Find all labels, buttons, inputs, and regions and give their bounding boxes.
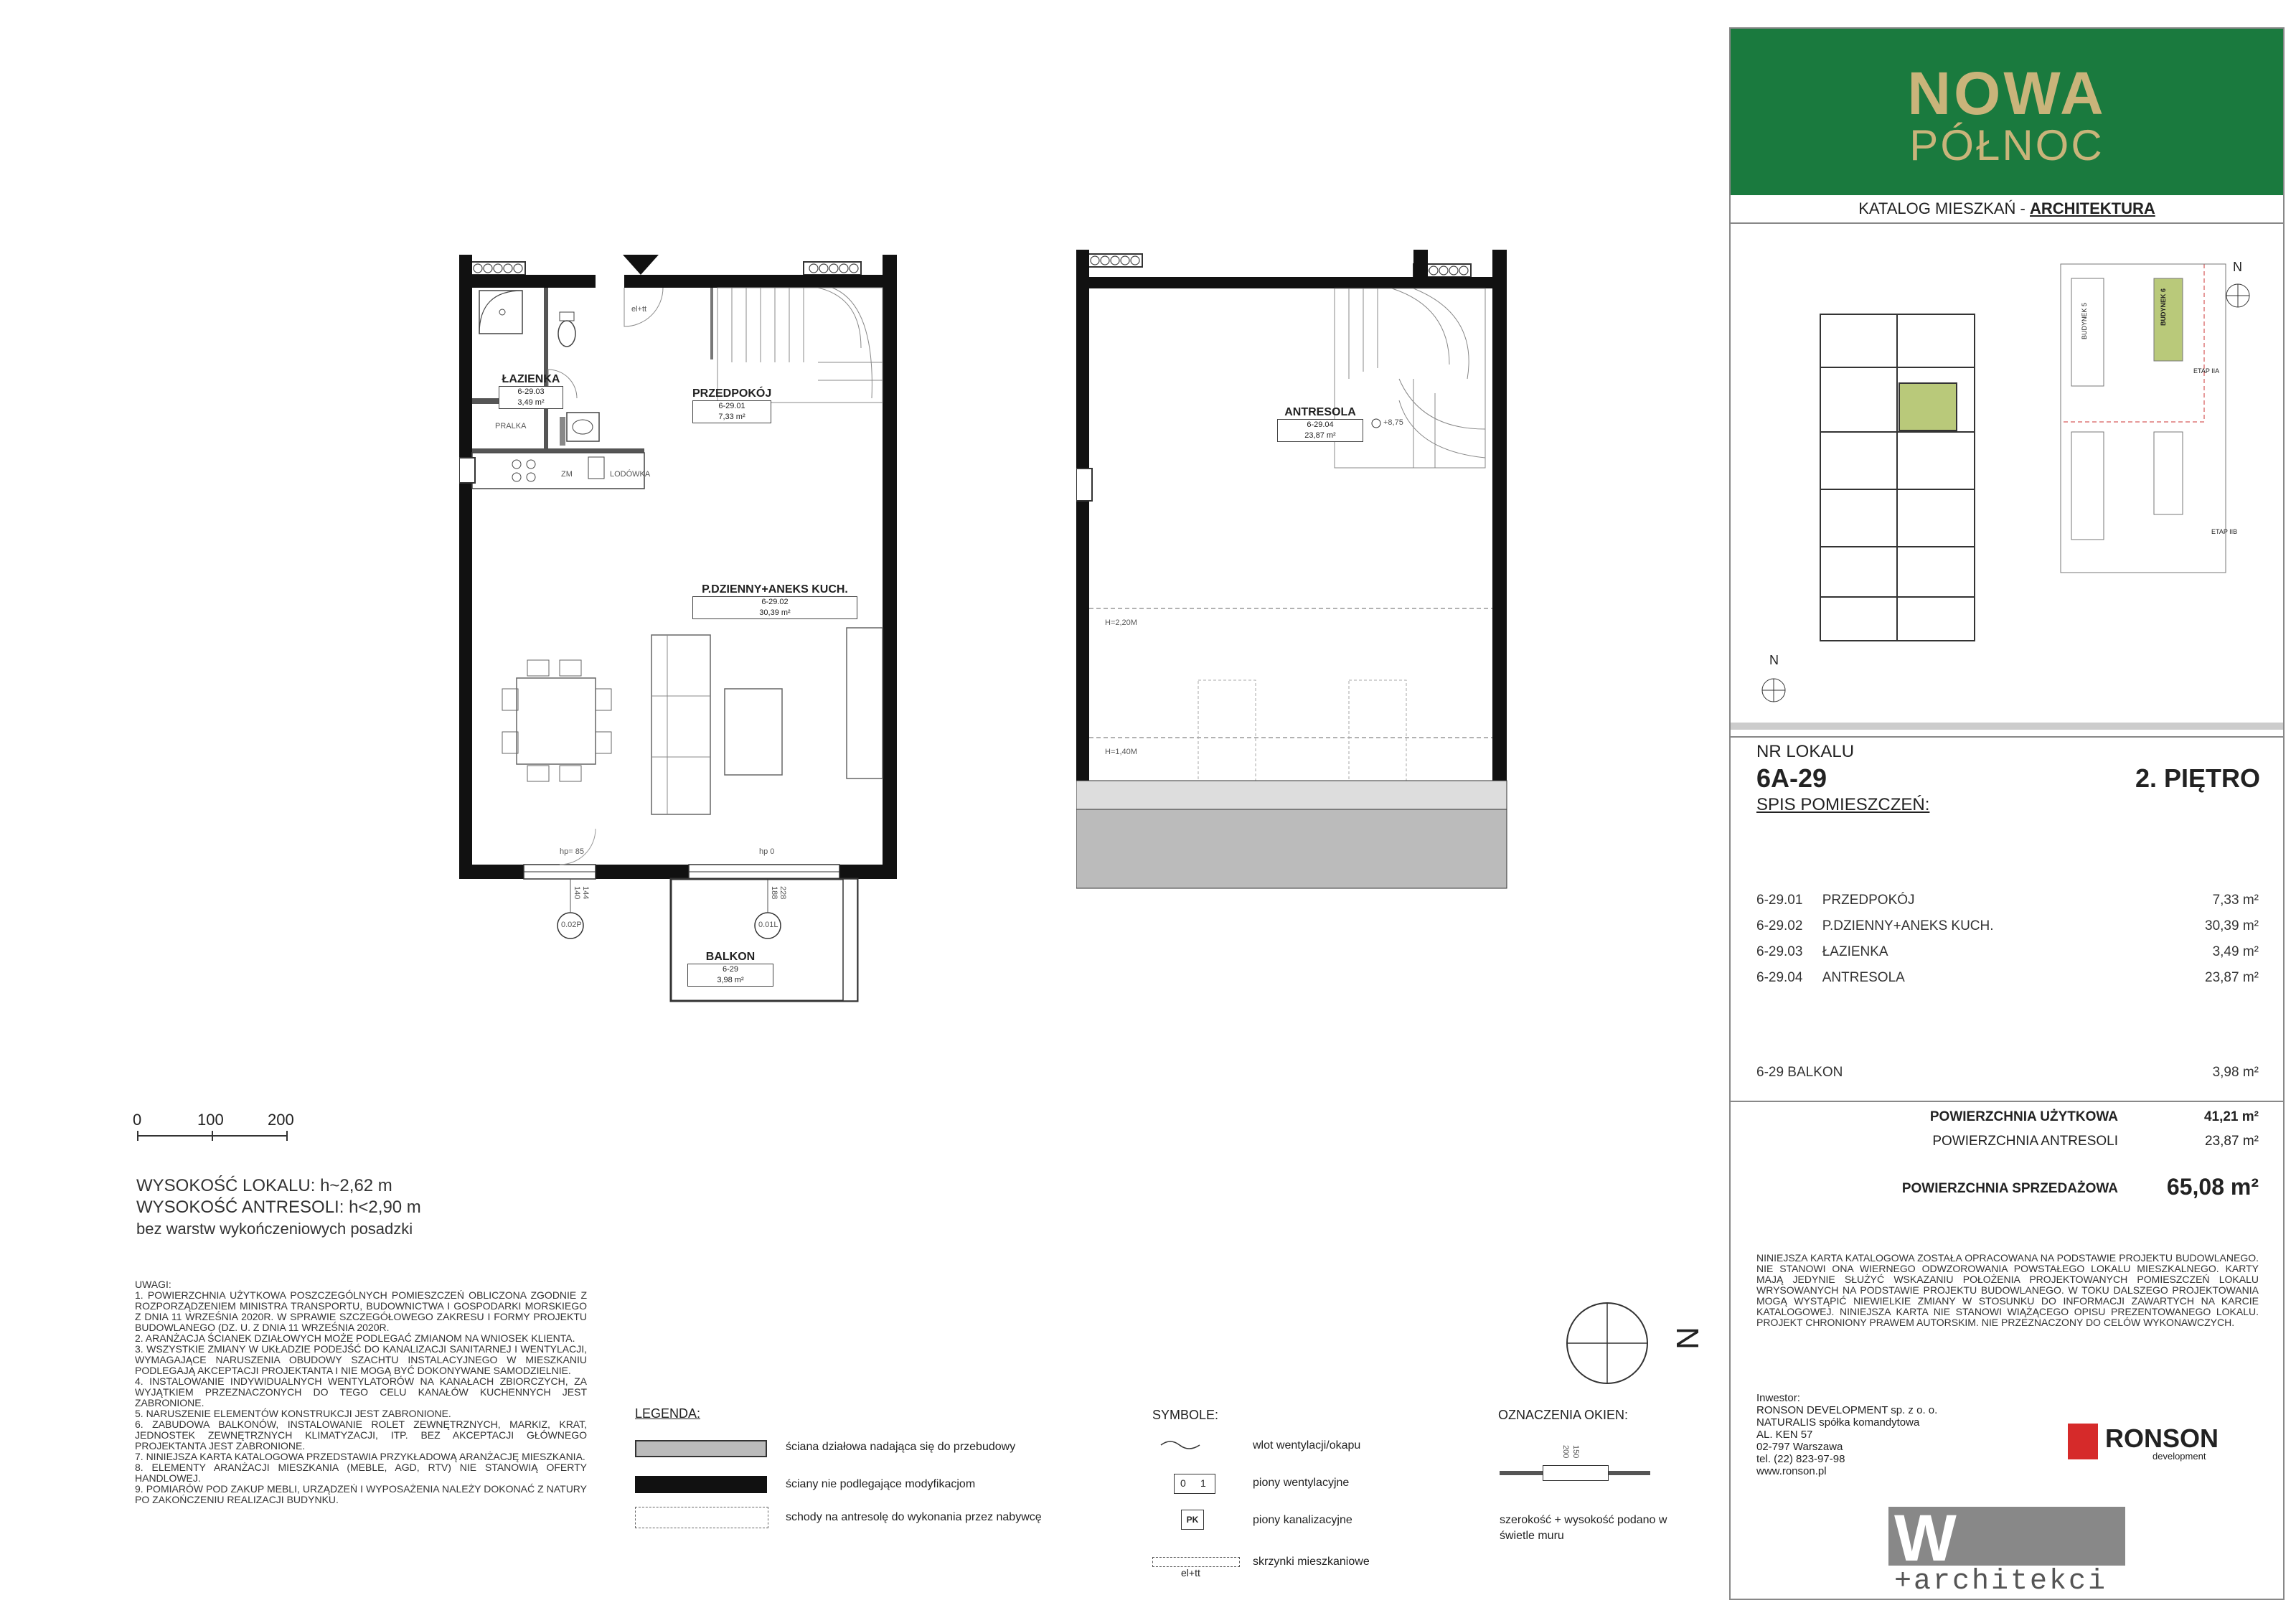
highlighted-unit <box>1899 383 1957 431</box>
dim-140: 140 <box>573 886 581 900</box>
window-marker-02p: 0.02P <box>561 921 582 929</box>
site-label-b6: BUDYNEK 6 <box>2160 288 2167 326</box>
height-line-1: WYSOKOŚĆ LOKALU: h~2,62 m <box>136 1176 392 1195</box>
room-code: 6-29.04 <box>1756 970 1803 985</box>
sewer-shaft-icon: PK <box>1181 1510 1204 1530</box>
lower-floor-drawing <box>459 255 904 1008</box>
room-area: 3,49 m² <box>2212 944 2259 959</box>
room-row <box>1756 944 2259 960</box>
rooms-list <box>1756 893 2259 1050</box>
ronson-wordmark: RONSON <box>2105 1424 2219 1453</box>
utility-box-icon <box>1152 1557 1240 1567</box>
window-dim-200: 200 <box>1561 1445 1570 1459</box>
room-area: 30,39 m² <box>2205 918 2259 933</box>
label-hp-0: hp 0 <box>759 847 775 856</box>
ronson-logo <box>2068 1424 2254 1467</box>
room-area: 7,33 m² <box>2212 893 2259 908</box>
room-code: 6-29.02 <box>1756 918 1803 933</box>
mezzanine-drawing <box>1076 250 1535 895</box>
keyplan-north-top: N <box>2233 260 2242 274</box>
vent-shaft-0: 0 <box>1180 1477 1186 1489</box>
sales-area-label: POWIERZCHNIA SPRZEDAŻOWA <box>1901 1181 2118 1196</box>
symbol-item-vent-shafts: piony wentylacyjne <box>1253 1477 1350 1489</box>
site-label-etap-iia: ETAP IIA <box>2193 367 2220 375</box>
note-item: 4. INSTALOWANIE INDYWIDUALNYCH WENTYLATORÓW NA KANAŁACH ZBIORCZYCH, ZA WYJĄTKIEM PRZEZNACZONYCH DO TEGO CELU KANAŁÓW KUCHENNYCH JEST ZABRONIONE. <box>135 1375 587 1408</box>
keyplan-north-bottom: N <box>1769 653 1779 667</box>
level-mark: +8,75 <box>1383 418 1403 427</box>
architect-sub: +architekci <box>1894 1566 2108 1598</box>
keyplan-drawing <box>1731 224 2283 730</box>
usable-area-label: POWIERZCHNIA UŻYTKOWA <box>1929 1109 2118 1124</box>
scale-bar <box>133 1111 305 1147</box>
room-row <box>1756 918 2259 934</box>
investor-line: 02-797 Warszawa <box>1756 1441 1843 1453</box>
usable-area-value: 41,21 m² <box>2203 1109 2259 1124</box>
room-label-mezzanine: ANTRESOLA 6-29.04 23,87 m² <box>1277 406 1363 442</box>
scale-tick-0: 0 <box>133 1111 142 1129</box>
logo-nowa: NOWA <box>1907 60 2107 127</box>
scale-tick-200: 200 <box>268 1111 294 1129</box>
legend-item-partition: ściana działowa nadająca się do przebudowy <box>786 1441 1016 1453</box>
investor-line: tel. (22) 823-97-98 <box>1756 1453 1845 1465</box>
room-name: PRZEDPOKÓJ <box>1822 893 1915 908</box>
unit-id <box>1731 736 2283 814</box>
unit-floor: 2. PIĘTRO <box>2135 763 2260 793</box>
dim-228: 228 <box>778 886 787 900</box>
legend-item-stairs: schody na antresolę do wykonania przez nabywcę <box>786 1511 1042 1523</box>
north-compass-icon <box>1564 1300 1650 1386</box>
ronson-mark-icon <box>2068 1424 2098 1459</box>
symbols <box>1152 1408 1439 1594</box>
investor-line: RONSON DEVELOPMENT sp. z o. o. <box>1756 1404 1938 1416</box>
room-code: 6-29.03 <box>1756 944 1803 959</box>
legend-title: LEGENDA: <box>635 1406 701 1421</box>
notes-title: UWAGI: <box>135 1279 171 1290</box>
note-item: 5. NARUSZENIE ELEMENTÓW KONSTRUKCJI JEST ZABRONIONE. <box>135 1408 451 1419</box>
room-name: P.DZIENNY+ANEKS KUCH. <box>1822 918 1994 933</box>
window-dim-150: 150 <box>1571 1445 1580 1459</box>
room-row <box>1756 970 2259 986</box>
symbol-item-utility: skrzynki mieszkaniowe <box>1253 1556 1370 1568</box>
mezz-area-value: 23,87 m² <box>2205 1134 2259 1149</box>
architect-w: W <box>1894 1502 1957 1575</box>
note-item: 1. POWIERZCHNIA UŻYTKOWA POSZCZEGÓLNYCH POMIESZCZEŃ OBLICZONA ZGODNIE Z ROZPORZĄDZENIEM MINISTRA TRANSPORTU, BUDOWNICTWA I GOSPODARKI MORSKIEGO Z DNIA 11 WRZEŚNIA 2020R. W SPRAWIE SZCZEGÓŁOWEGO ZAKRESU I FORMY PROJEKTU BUDOWLANEGO (DZ. U. Z DNIA 11 WRZEŚNIA 2020R. <box>135 1289 587 1333</box>
height-line-2: WYSOKOŚĆ ANTRESOLI: h<2,90 m <box>136 1198 421 1217</box>
mezz-area-label: POWIERZCHNIA ANTRESOLI <box>1932 1134 2118 1149</box>
balcony-area: 3,98 m² <box>2212 1065 2259 1080</box>
room-label-living: P.DZIENNY+ANEKS KUCH. 6-29.02 30,39 m² <box>692 583 857 619</box>
investor-line: AL. KEN 57 <box>1756 1429 1813 1441</box>
keyplan <box>1731 224 2283 730</box>
logo-polnoc: PÓŁNOC <box>1909 121 2104 169</box>
note-item: 2. ARANŻACJA ŚCIANEK DZIAŁOWYCH MOŻE PODLEGAĆ ZMIANOM NA WNIOSEK KLIENTA. <box>135 1332 575 1344</box>
room-label-hall: PRZEDPOKÓJ 6-29.01 7,33 m² <box>692 387 771 423</box>
room-row <box>1756 893 2259 908</box>
catalog-title <box>1731 195 2283 224</box>
rooms-header: SPIS POMIESZCZEŃ: <box>1756 795 1930 814</box>
window-marker-01l: 0.01L <box>758 921 778 929</box>
room-code: 6-29.01 <box>1756 893 1803 908</box>
catalog-strong: ARCHITEKTURA <box>2030 199 2155 217</box>
room-name: ŁAZIENKA <box>1822 944 1888 959</box>
legend-swatch-stairs <box>635 1507 768 1528</box>
vent-inlet-icon <box>1159 1438 1203 1452</box>
height-line-220: H=2,20M <box>1105 618 1137 627</box>
balcony-row <box>1756 1065 2259 1081</box>
investor-line: NATURALIS spółka komandytowa <box>1756 1416 1920 1429</box>
height-line-3: bez warstw wykończeniowych posadzki <box>136 1220 413 1238</box>
site-label-b5: BUDYNEK 5 <box>2081 303 2088 340</box>
label-lodowka: LODÓWKA <box>610 470 651 479</box>
window-marks <box>1498 1408 1713 1566</box>
symbol-item-vent: wlot wentylacji/okapu <box>1253 1439 1361 1452</box>
room-area: 23,87 m² <box>2205 970 2259 985</box>
dim-188: 188 <box>770 886 778 900</box>
sales-area-value: 65,08 m² <box>2166 1174 2259 1200</box>
north-label-big: N <box>1669 1327 1705 1350</box>
dim-144: 144 <box>581 886 590 900</box>
vent-shaft-icon <box>1174 1474 1215 1494</box>
unit-nr-label: NR LOKALU <box>1756 742 1855 761</box>
brand-header <box>1731 29 2283 195</box>
note-item: 6. ZABUDOWA BALKONÓW, INSTALOWANIE ROLET ZEWNĘTRZNYCH, MARKIZ, KRAT, JEDNOSTEK ZEWNĘTRZNYCH KLIMATYZACJI, ITP. BEZ AKCEPTACJI GŁÓWNEGO PROJEKTANTA JEST ZABRONIONE. <box>135 1419 587 1452</box>
label-hp-85: hp= 85 <box>560 847 584 856</box>
legend <box>635 1406 1137 1523</box>
scale-tick-100: 100 <box>197 1111 224 1129</box>
label-zm: ZM <box>561 470 573 479</box>
note-item: 9. POMIARÓW POD ZAKUP MEBLI, URZĄDZEŃ I WYPOSAŻENIA NALEŻY DOKONAĆ Z NATURY PO ZAKOŃCZENIU REALIZACJI BUDYNKU. <box>135 1483 587 1505</box>
height-info <box>136 1175 639 1240</box>
note-item: 8. ELEMENTY ARANŻACJI MIESZKANIA (MEBLE, AGD, RTV) NIE STANOWIĄ OFERTY HANDLOWEJ. <box>135 1462 587 1484</box>
label-pralka: PRALKA <box>495 422 527 431</box>
legend-swatch-partition <box>635 1440 767 1457</box>
architect-logo <box>1888 1502 2125 1598</box>
catalog-prefix: KATALOG MIESZKAŃ - <box>1858 199 2026 217</box>
site-label-etap-iib: ETAP IIB <box>2211 528 2238 535</box>
balcony-name: 6-29 BALKON <box>1756 1065 1843 1080</box>
room-label-balcony: BALKON 6-29 3,98 m² <box>687 951 773 987</box>
utility-box-label: el+tt <box>1181 1567 1200 1579</box>
mezzanine-floor-plan <box>1076 250 1535 895</box>
label-el-tt: el+tt <box>631 305 647 314</box>
symbol-item-sewer: piony kanalizacyjne <box>1253 1514 1352 1526</box>
lower-floor-plan <box>459 255 904 1008</box>
unit-nr-value: 6A-29 <box>1756 763 1827 793</box>
height-line-140: H=1,40M <box>1105 748 1137 756</box>
note-item: 7. NINIEJSZA KARTA KATALOGOWA PRZEDSTAWIA PRZYKŁADOWĄ ARANŻACJĘ MIESZKANIA. <box>135 1451 585 1462</box>
vent-shaft-1: 1 <box>1200 1477 1206 1489</box>
investor-line: Inwestor: <box>1756 1392 1800 1404</box>
room-label-bathroom: ŁAZIENKA 6-29.03 3,49 m² <box>499 373 563 409</box>
investor-block <box>1756 1392 2043 1477</box>
windows-title: OZNACZENIA OKIEN: <box>1498 1408 1629 1422</box>
ronson-sub: development <box>2152 1451 2206 1462</box>
info-panel <box>1729 27 2285 1600</box>
room-name: ANTRESOLA <box>1822 970 1905 985</box>
notes-block <box>135 1279 587 1505</box>
investor-line: www.ronson.pl <box>1756 1465 1827 1477</box>
window-opening-icon <box>1543 1465 1609 1481</box>
note-item: 3. WSZYSTKIE ZMIANY W UKŁADZIE PODEJŚĆ DO KANALIZACJI SANITARNEJ I WENTYLACJI, WYMAGAJĄCE NARUSZENIA OBUDOWY SZACHTU INSTALACYJNEGO W MIESZKANIU PODLEGAJĄ AKCEPTACJI PROJEKTANTA I NIE MOGĄ BYĆ DOKONYWANE SAMODZIELNIE. <box>135 1343 587 1376</box>
symbols-title: SYMBOLE: <box>1152 1408 1219 1422</box>
legend-item-wall: ściany nie podlegające modyfikacjom <box>786 1478 976 1490</box>
area-totals <box>1731 1101 2283 1243</box>
legend-swatch-wall <box>635 1476 767 1493</box>
disclaimer: NINIEJSZA KARTA KATALOGOWA ZOSTAŁA OPRACOWANA NA PODSTAWIE PROJEKTU BUDOWLANEGO. NIE STANOWI ONA WIERNEGO ODWZOROWANIA POWSTAŁEGO LOKALU MIESZKALNEGO. KARTY MAJĄ JEDYNIE SŁUŻYĆ WSKAZANIU POŁOŻENIA PROJEKTOWANYCH POMIESZCZEŃ LOKALU WRYSOWANYCH NA PODSTAWIE PROJEKTU BUDOWLANEGO. W TOKU DALSZEGO PROJEKTOWANIA MOGĄ WYSTĄPIĆ NIEWIELKIE ZMIANY W STOSUNKU DO INFORMACJI ZAWARTYCH NA KARCIE KATALOGOWEJ. NINIEJSZA KARTA NIE STANOWI WIĄŻĄCEGO OPISU PREZENTOWANEGO LOKALU. PROJEKT CHRONIONY PRAWEM AUTORSKIM. NIE PRZEZNACZONY DO CELÓW WYKONAWCZYCH. <box>1756 1252 2259 1328</box>
windows-text: szerokość + wysokość podano w świetle muru <box>1500 1514 1667 1542</box>
